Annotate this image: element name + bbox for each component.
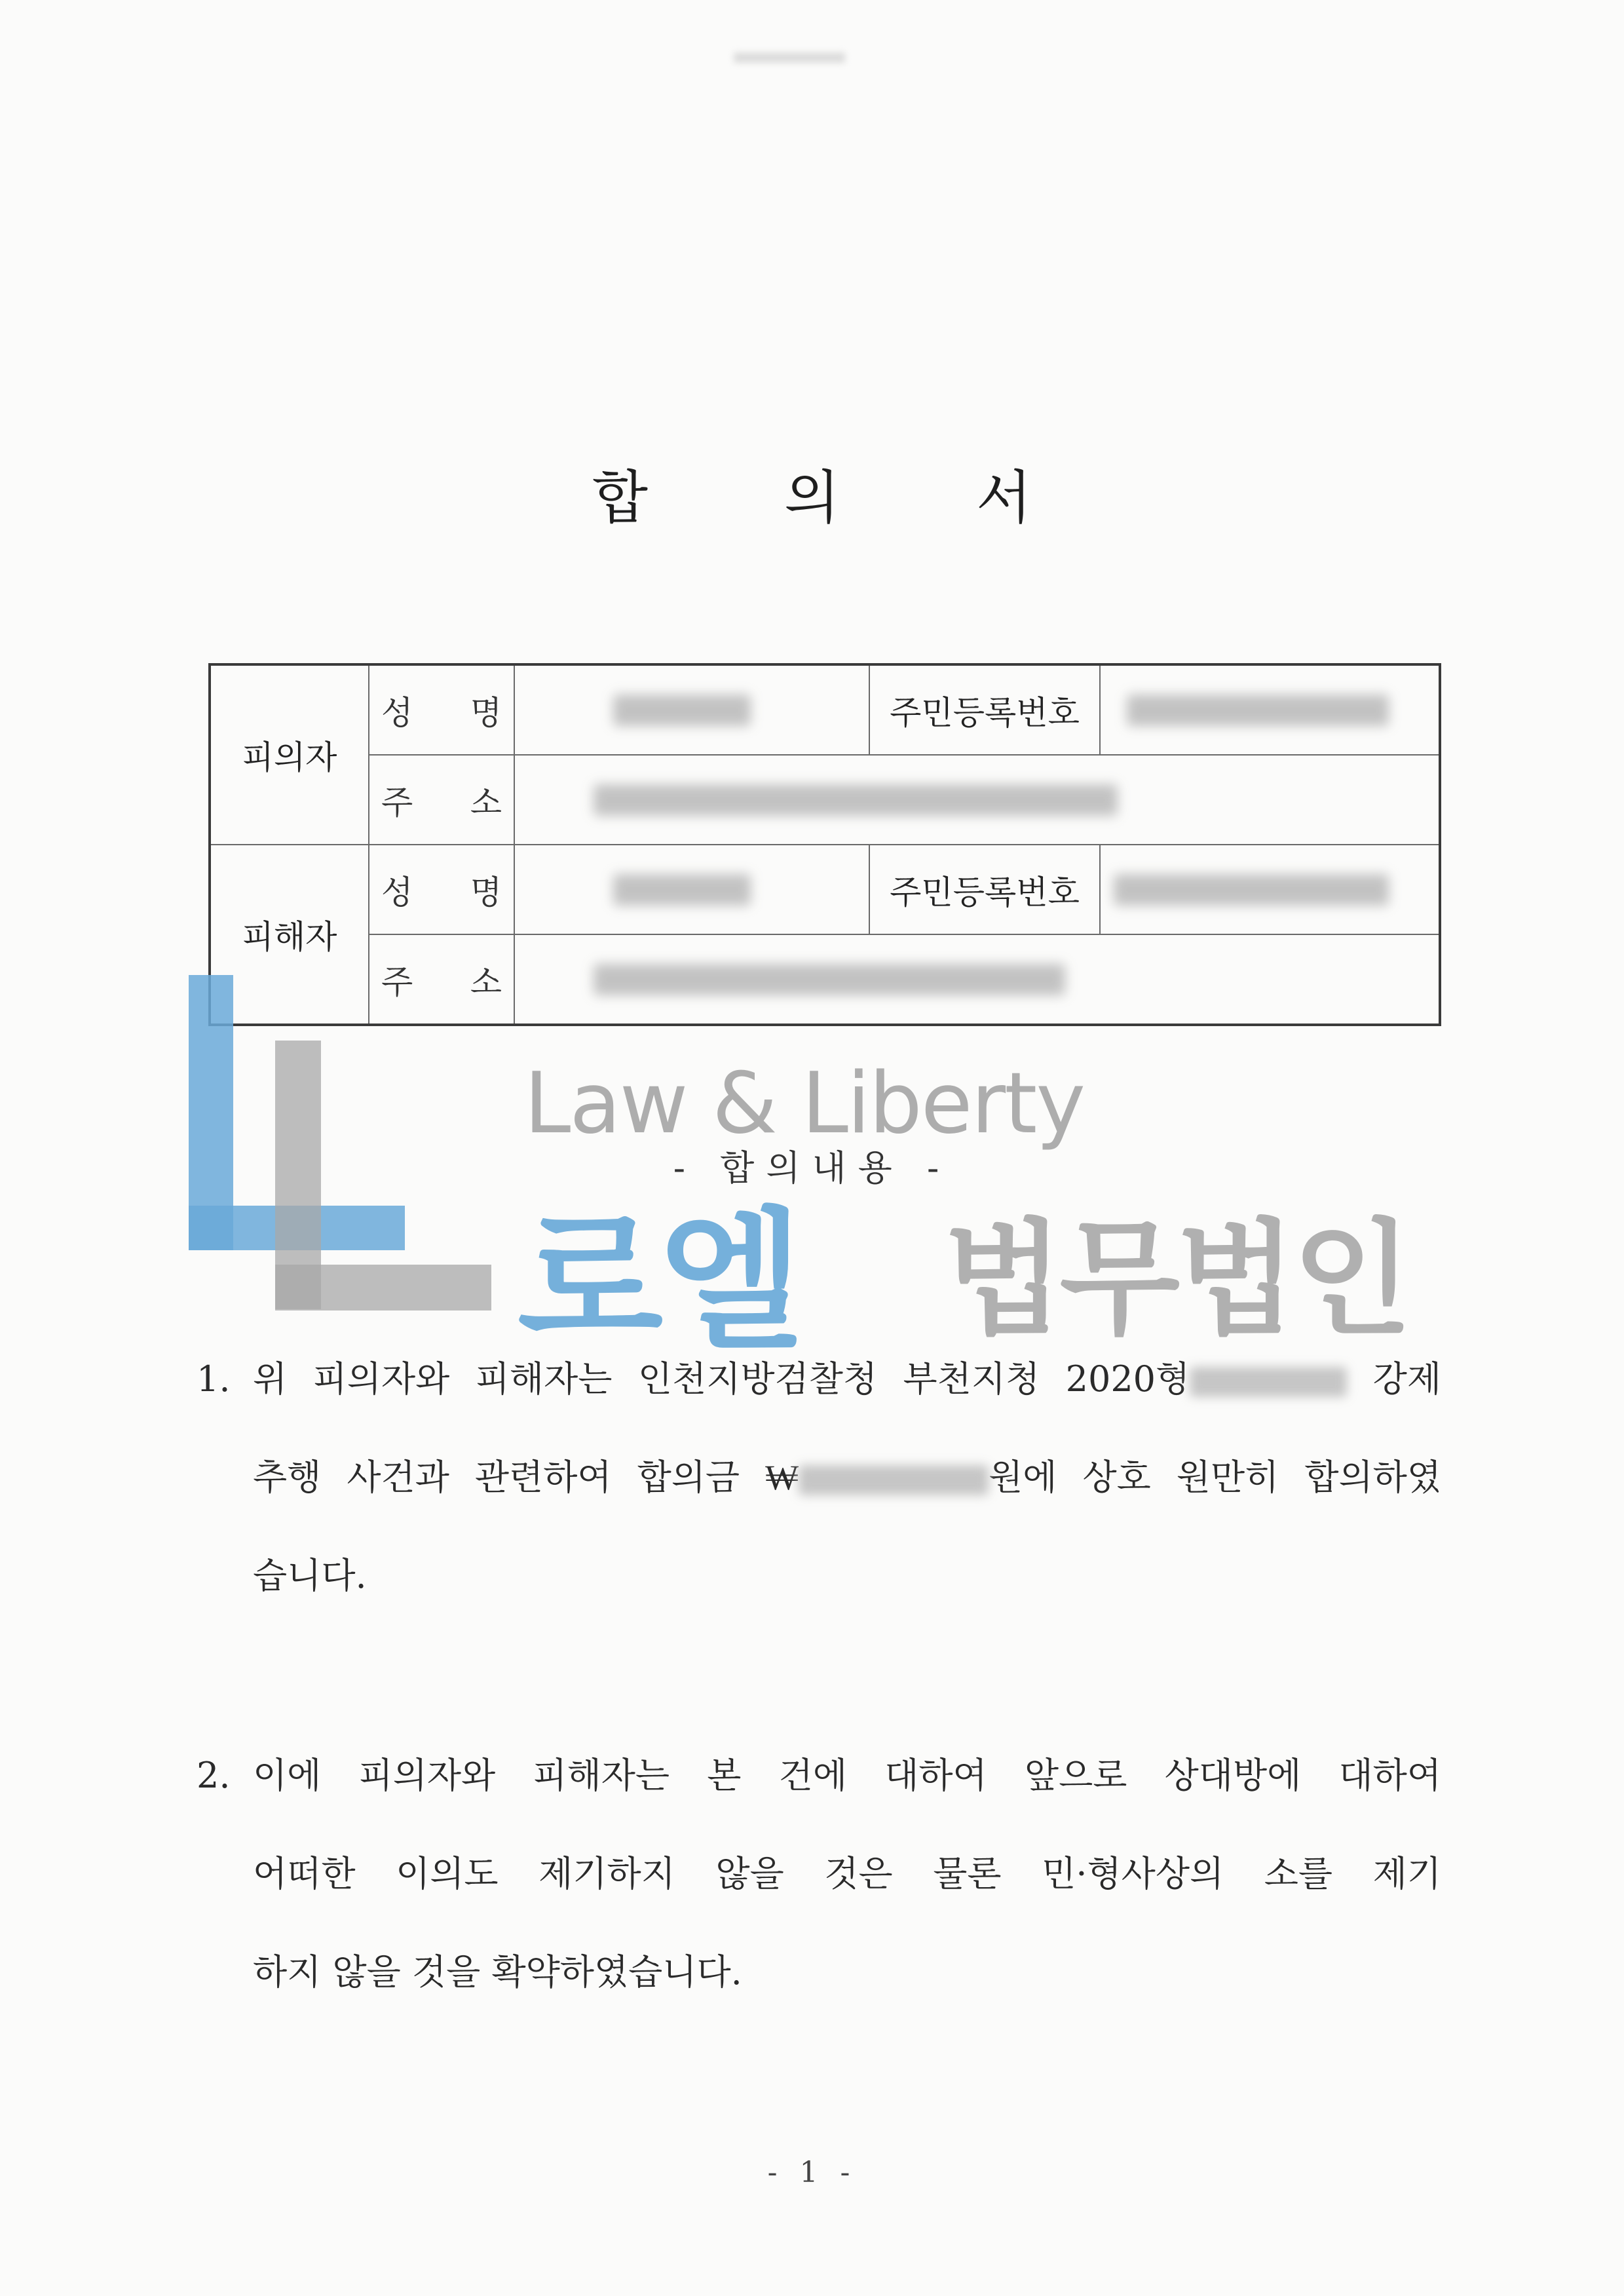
victim-rrn-redacted xyxy=(1100,845,1440,934)
party-label-suspect: 피의자 xyxy=(210,664,369,845)
parties-table xyxy=(208,663,1441,1026)
paragraph-1 xyxy=(197,1330,1441,1625)
watermark-korean-blue: 로엘 xyxy=(518,1195,799,1369)
paragraph-line: 습니다. xyxy=(253,1555,367,1596)
scan-artifact xyxy=(734,52,845,63)
paragraph-line: 어떠한 이의도 제기하지 않을 것은 물론 민·형사상의 소를 제기 xyxy=(253,1853,1441,1894)
case-number-redacted xyxy=(1190,1367,1347,1397)
address-label: 주 소 xyxy=(369,755,514,845)
party-label-victim: 피해자 xyxy=(210,845,369,1025)
suspect-address-redacted xyxy=(514,755,1440,845)
page-number: - 1 - xyxy=(767,2156,857,2189)
paragraph-line: 하지 않을 것을 확약하였습니다. xyxy=(253,1951,742,1993)
amount-redacted xyxy=(799,1465,989,1495)
suspect-name-redacted xyxy=(514,664,869,755)
rrn-label: 주민등록번호 xyxy=(869,664,1100,755)
document-title: 합 의 서 xyxy=(592,464,1091,531)
paragraph-line: 이에 피의자와 피해자는 본 건에 대하여 앞으로 상대방에 대하여 xyxy=(253,1755,1441,1796)
paragraph-2 xyxy=(197,1727,1441,2021)
victim-name-redacted xyxy=(514,845,869,934)
name-label: 성 명 xyxy=(369,845,514,934)
watermark-logo-mark xyxy=(275,1265,491,1311)
watermark-logo-mark xyxy=(189,1206,405,1250)
watermark-english: Law & Liberty xyxy=(524,1055,1085,1153)
watermark-korean-gray: 법무법인 xyxy=(943,1207,1409,1352)
name-label: 성 명 xyxy=(369,664,514,755)
section-heading: - 합의내용 - xyxy=(673,1147,951,1189)
paragraph-line: 추행 사건과 관련하여 합의금 ₩ 원에 상호 원만히 합의하였 xyxy=(253,1457,1441,1498)
victim-address-redacted xyxy=(514,934,1440,1025)
rrn-label: 주민등록번호 xyxy=(869,845,1100,934)
suspect-rrn-redacted xyxy=(1100,664,1440,755)
paragraph-line: 위 피의자와 피해자는 인천지방검찰청 부천지청 2020형 강제 xyxy=(253,1358,1441,1400)
address-label: 주 소 xyxy=(369,934,514,1025)
paragraph-number: 2. xyxy=(197,1755,231,1796)
paragraph-number: 1. xyxy=(197,1358,231,1400)
